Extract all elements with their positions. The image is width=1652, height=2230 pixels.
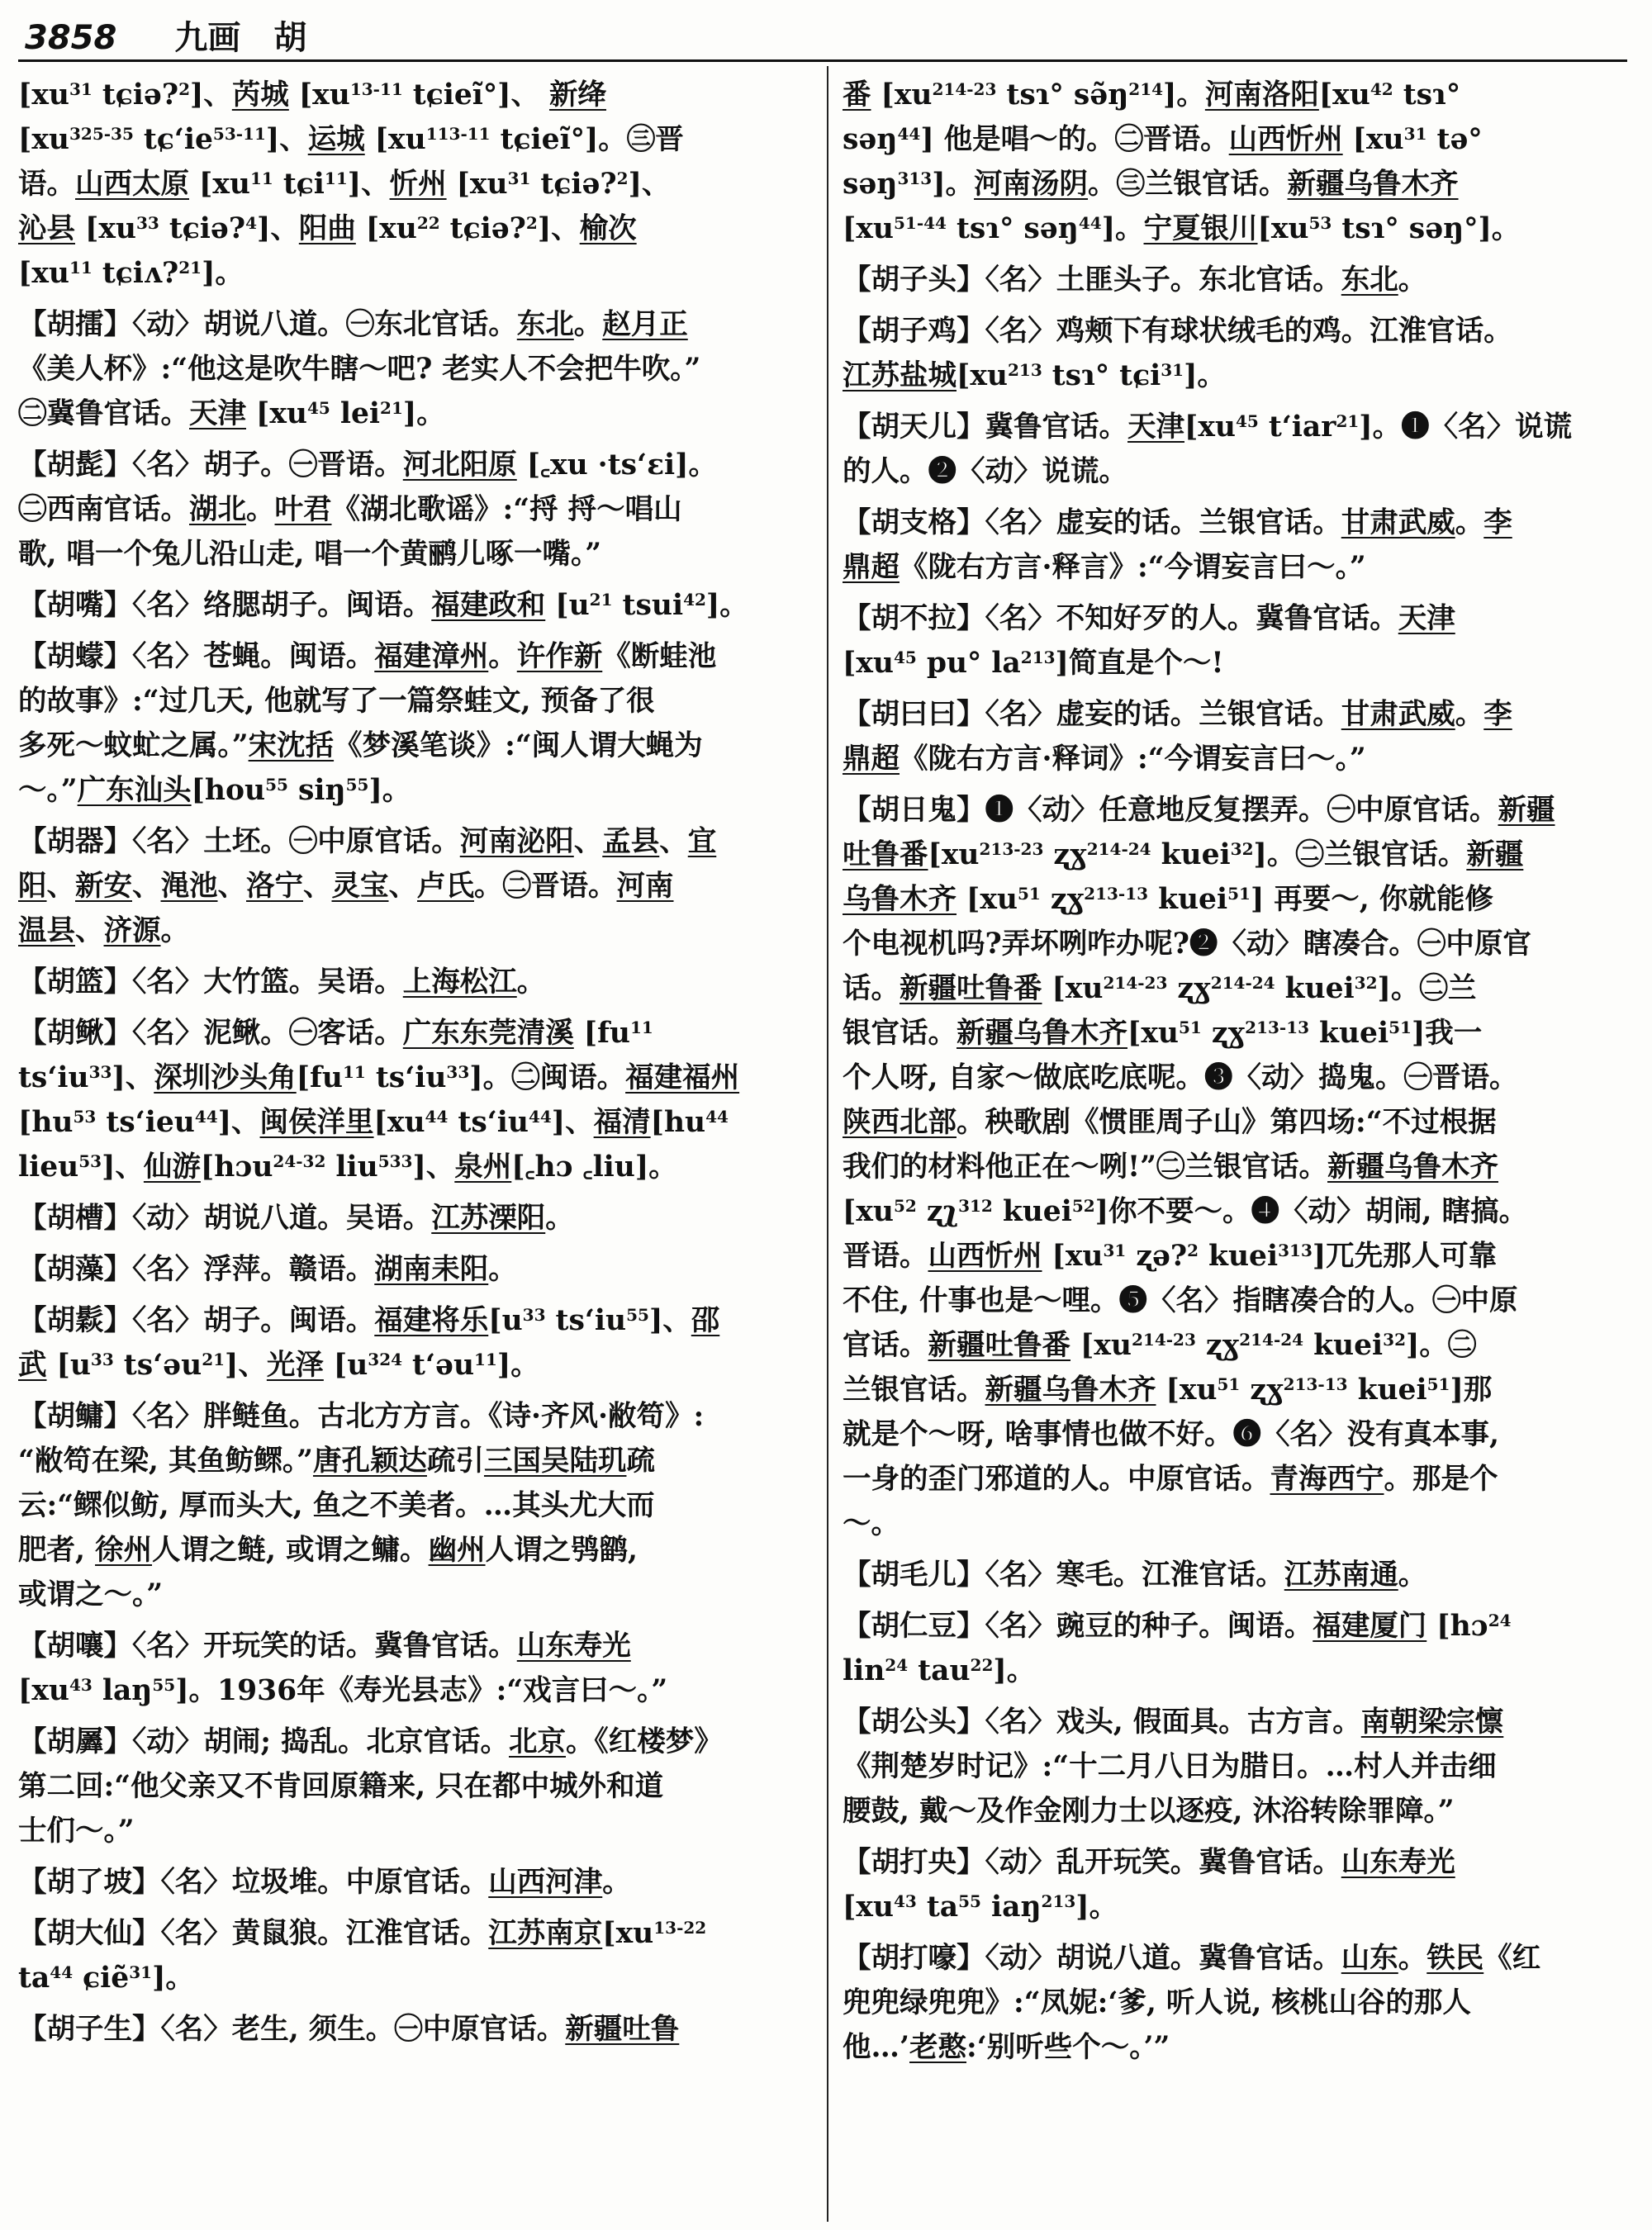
text-line: 第二回:“他父亲又不肯回原籍来, 只在都中城外和道 xyxy=(18,1770,664,1803)
text-line: [$xu^{43}$ laŋ$^{55}$]。1936年《寿光县志》:“戏言曰～。” xyxy=(18,1674,668,1707)
text-line: 不住, 什事也是～哩。❺〈名〉指瞎凑合的人。㊀中原 xyxy=(843,1284,1518,1317)
column-divider xyxy=(827,66,828,2222)
text-line: 多死～蚊虻之属。”宋沈括《梦溪笔谈》:“闽人谓大蝇为 xyxy=(18,729,703,762)
text-line: 歌, 唱一个兔儿沿山走, 唱一个黄鹂儿啄一嘴。” xyxy=(18,538,602,571)
text-line: 他…’老憨:‘别听些个～。’” xyxy=(843,2031,1170,2064)
text-line: 腰鼓, 戴～及作金刚力士以逐疫, 沐浴转除罪障。” xyxy=(843,1795,1455,1828)
text-line: səŋ$^{313}$]。河南汤阴。㊂兰银官话。新疆乌鲁木齐 xyxy=(843,168,1459,201)
text-line: 晋语。山西忻州 [$xu^{31}$ ʐə?$^2$ kuei$^{313}$]兀先那人可靠 xyxy=(843,1240,1498,1273)
text-line: [$xu^{325-35}$ $tɕ‘ie^{53-11}$]、运城 [$xu^{113-11}$ tɕieĩ°]。㊂晋 xyxy=(18,123,684,156)
entry-headword-line: 【胡子生】〈名〉老生, 须生。㊀中原官话。新疆吐鲁 xyxy=(18,2013,680,2046)
right-column xyxy=(843,73,1637,2220)
text-line: $ts‘iu^{33}$]、深圳沙头角[$fu^{11}$ $ts‘iu^{33}$]。㊁闽语。福建福州 xyxy=(18,1061,740,1094)
text-line: [$xu^{31}$ tɕiə?$^2$]、芮城 [$xu^{13-11}$ tɕieĩ°]、 新绛 xyxy=(18,78,606,112)
text-line: ㊁西南官话。湖北。叶君《湖北歌谣》:“捋 捋～唱山 xyxy=(18,493,682,526)
text-line: [$xu^{52}$ ʐʅ$^{312}$ kuei$^{52}$]你不要～。❹〈动〉胡闹, 瞎搞。 xyxy=(843,1195,1528,1228)
text-line: 《荆楚岁时记》:“十二月八日为腊日。…村人并击细 xyxy=(843,1750,1497,1783)
text-line: 鼎超《陇右方言·释言》:“今谓妄言曰～。” xyxy=(843,551,1366,584)
text-line: 的人。❷〈动〉说谎。 xyxy=(843,455,1127,488)
entry-headword-line: 【胡大仙】〈名〉黄鼠狼。江淮官话。江苏南京[$xu^{13-22}$ xyxy=(18,1917,707,1950)
entry-headword-line: 【胡打央】〈动〉乱开玩笑。冀鲁官话。山东寿光 xyxy=(843,1846,1455,1879)
entry-headword-line: 【胡槽】〈动〉胡说八道。吴语。江苏溧阳。 xyxy=(18,1202,574,1235)
text-line: 番 [$xu^{214-23}$ tsɿ° $sə̃ŋ^{214}$]。河南洛阳[$xu^{42}$ tsɿ° xyxy=(843,78,1461,112)
text-line: 沁县 [$xu^{33}$ tɕiə?$^4$]、阳曲 [$xu^{22}$ tɕiə?$^2$]、榆次 xyxy=(18,212,637,245)
page-number: 3858 xyxy=(25,19,117,57)
entry-headword-line: 【胡支格】〈名〉虚妄的话。兰银官话。甘肃武威。李 xyxy=(843,506,1512,539)
text-line: ㊁冀鲁官话。天津 [$xu^{45}$ lei$^{21}$]。 xyxy=(18,397,445,430)
entry-headword-line: 【胡子头】〈名〉土匪头子。东北官话。东北。 xyxy=(843,263,1427,297)
entry-headword-line: 【胡篮】〈名〉大竹篮。吴语。上海松江。 xyxy=(18,966,546,999)
text-line: 或谓之～。” xyxy=(18,1578,164,1611)
text-line: 就是个～呀, 啥事情也做不好。❻〈名〉没有真本事, xyxy=(843,1418,1500,1451)
text-line: 话。新疆吐鲁番 [$xu^{214-23}$ ʐɣ$^{214-24}$ kuei$^{32}$]。㊁兰 xyxy=(843,972,1477,1005)
entry-headword-line: 【胡蠓】〈名〉苍蝇。闽语。福建漳州。许作新《断蛙池 xyxy=(18,640,717,673)
text-line: səŋ$^{44}$] 他是唱～的。㊁晋语。山西忻州 [$xu^{31}$ tə° xyxy=(843,123,1483,156)
text-line: 个人呀, 自家～做底吃底呢。❸〈动〉捣鬼。㊀晋语。 xyxy=(843,1061,1518,1094)
text-line: 兰银官话。新疆乌鲁木齐 [$xu^{51}$ ʐɣ$^{213-13}$ kuei$^{51}$]那 xyxy=(843,1374,1493,1407)
text-line: 云:“鳏似鲂, 厚而头大, 鱼之不美者。…其头尤大而 xyxy=(18,1489,655,1522)
entry-headword-line: 【胡了坡】〈名〉垃圾堆。中原官话。山西河津。 xyxy=(18,1866,631,1899)
entry-headword-line: 【胡器】〈名〉土坯。㊀中原官话。河南泌阳、孟县、宜 xyxy=(18,825,717,858)
entry-headword-line: 【胡曰曰】〈名〉虚妄的话。兰银官话。甘肃武威。李 xyxy=(843,698,1512,731)
entry-headword-line: 【胡嚷】〈名〉开玩笑的话。冀鲁官话。山东寿光 xyxy=(18,1630,631,1663)
text-line: 的故事》:“过几天, 他就写了一篇祭蛙文, 预备了很 xyxy=(18,685,655,718)
entry-headword-line: 【胡仁豆】〈名〉豌豆的种子。闽语。福建厦门 [hɔ$^{24}$ xyxy=(843,1610,1512,1643)
section-title: 九画 胡 xyxy=(174,18,307,57)
text-line: ～。 xyxy=(843,1507,900,1540)
entry-headword-line: 【胡天儿】冀鲁官话。天津[$xu^{45}$ t‘iar$^{21}$]。❶〈名〉说谎 xyxy=(843,410,1573,444)
text-line: [$xu^{43}$ $ta^{55}$ iaŋ$^{213}$]。 xyxy=(843,1891,1118,1924)
text-line: 我们的材料他正在～咧!”㊁兰银官话。新疆乌鲁木齐 xyxy=(843,1151,1498,1184)
text-line: 温县、济源。 xyxy=(18,914,189,947)
text-line: 官话。新疆吐鲁番 [$xu^{214-23}$ ʐɣ$^{214-24}$ kuei$^{32}$]。㊁ xyxy=(843,1329,1477,1362)
entry-headword-line: 【胡鬏】〈名〉胡子。闽语。福建将乐[$u^{33}$ $ts‘iu^{55}$]、邵 xyxy=(18,1304,720,1337)
text-line: lin$^{24}$ tau$^{22}$]。 xyxy=(843,1654,1036,1687)
text-line: ～。”广东汕头[hou$^{55}$ siŋ$^{55}$]。 xyxy=(18,774,411,807)
page-header xyxy=(25,12,306,61)
text-line: 阳、新安、渑池、洛宁、灵宝、卢氏。㊁晋语。河南 xyxy=(18,870,674,903)
entry-headword-line: 【胡鳙】〈名〉胖鲢鱼。古北方方言。《诗·齐风·敝笱》: xyxy=(18,1400,705,1433)
header-rule xyxy=(18,59,1627,62)
entry-headword-line: 【胡嘴】〈名〉络腮胡子。闽语。福建政和 [$u^{21}$ tsui$^{42}$]。 xyxy=(18,589,748,622)
text-line: 语。山西太原 [$xu^{11}$ tɕi$^{11}$]、忻州 [$xu^{31}$ tɕiə?$^2$]、 xyxy=(18,168,671,201)
text-line: [$hu^{53}$ ts‘ieu$^{44}$]、闽侯洋里[$xu^{44}$ $ts‘iu^{44}$]、福清[$hu^{44}$ xyxy=(18,1106,729,1139)
text-line: “敝笱在梁, 其鱼鲂鳏。”唐孔颖达疏引三国吴陆玑疏 xyxy=(18,1445,655,1478)
text-line: [$xu^{45}$ pu° $la^{213}$]简直是个～! xyxy=(843,647,1224,680)
entry-headword-line: 【胡日鬼】❶〈动〉任意地反复摆弄。㊀中原官话。新疆 xyxy=(843,794,1555,827)
entry-headword-line: 【胡公头】〈名〉戏头, 假面具。古方言。南朝梁宗懔 xyxy=(843,1706,1504,1739)
entry-headword-line: 【胡子鸡】〈名〉鸡颊下有球状绒毛的鸡。江淮官话。 xyxy=(843,315,1512,348)
text-line: 陕西北部。秧歌剧《惯匪周子山》第四场:“不过根据 xyxy=(843,1106,1497,1139)
entry-headword-line: 【胡藻】〈名〉浮萍。赣语。湖南耒阳。 xyxy=(18,1253,517,1286)
left-column xyxy=(18,73,813,2220)
text-line: 肥者, 徐州人谓之鲢, 或谓之鳙。幽州人谓之鸮鹠, xyxy=(18,1534,638,1567)
text-line: 士们～。” xyxy=(18,1815,135,1848)
text-line: [$xu^{11}$ tɕiʌ?$^{21}$]。 xyxy=(18,257,244,290)
text-line: [$xu^{51-44}$ tsɿ° səŋ$^{44}$]。宁夏银川[$xu^{53}$ tsɿ° səŋ°]。 xyxy=(843,212,1521,245)
text-line: 个电视机吗?弄坏咧咋办呢?❷〈动〉瞎凑合。㊀中原官 xyxy=(843,928,1531,961)
text-line: lieu$^{53}$]、仙游[hɔu$^{24-32}$ liu$^{533}$]、泉州[꜀hɔ ꜀liu]。 xyxy=(18,1151,677,1184)
entry-headword-line: 【胡髭】〈名〉胡子。㊀晋语。河北阳原 [꜀xu ·ts‘ɛi]。 xyxy=(18,448,717,482)
text-line: 银官话。新疆乌鲁木齐[$xu^{51}$ ʐɣ$^{213-13}$ kuei$^{51}$]我一 xyxy=(843,1017,1483,1050)
entry-headword-line: 【胡擂】〈动〉胡说八道。㊀东北官话。东北。赵月正 xyxy=(18,308,688,341)
entry-headword-line: 【胡鳅】〈名〉泥鳅。㊀客话。广东东莞清溪 [$fu^{11}$ xyxy=(18,1017,653,1050)
text-line: 乌鲁木齐 [$xu^{51}$ ʐɣ$^{213-13}$ kuei$^{51}$] 再要～, 你就能修 xyxy=(843,883,1493,916)
text-line: 鼎超《陇右方言·释词》:“今谓妄言曰～。” xyxy=(843,743,1366,776)
entry-headword-line: 【胡打嚎】〈动〉胡说八道。冀鲁官话。山东。铁民《红 xyxy=(843,1942,1541,1975)
text-line: 江苏盐城[$xu^{213}$ tsɿ° tɕi$^{31}$]。 xyxy=(843,359,1226,392)
text-line: 武 [$u^{33}$ ts‘əu$^{21}$]、光泽 [$u^{324}$ t‘əu$^{11}$]。 xyxy=(18,1349,539,1382)
entry-headword-line: 【胡羼】〈动〉胡闹; 捣乱。北京官话。北京。《红楼梦》 xyxy=(18,1725,723,1758)
text-line: $ta^{44}$ ɕiẽ$^{31}$]。 xyxy=(18,1962,194,1995)
entry-headword-line: 【胡毛儿】〈名〉寒毛。江淮官话。江苏南通。 xyxy=(843,1559,1427,1592)
text-line: 吐鲁番[$xu^{213-23}$ ʐɣ$^{214-24}$ kuei$^{32}$]。㊁兰银官话。新疆 xyxy=(843,838,1524,871)
text-line: 《美人杯》:“他这是吹牛瞎～吧? 老实人不会把牛吹。” xyxy=(18,353,701,386)
entry-headword-line: 【胡不拉】〈名〉不知好歹的人。冀鲁官话。天津 xyxy=(843,602,1455,635)
text-line: 兜兜绿兜兜》:“凤妮:‘爹, 听人说, 核桃山谷的那人 xyxy=(843,1986,1471,2019)
text-line: 一身的歪门邪道的人。中原官话。青海西宁。那是个 xyxy=(843,1463,1498,1496)
